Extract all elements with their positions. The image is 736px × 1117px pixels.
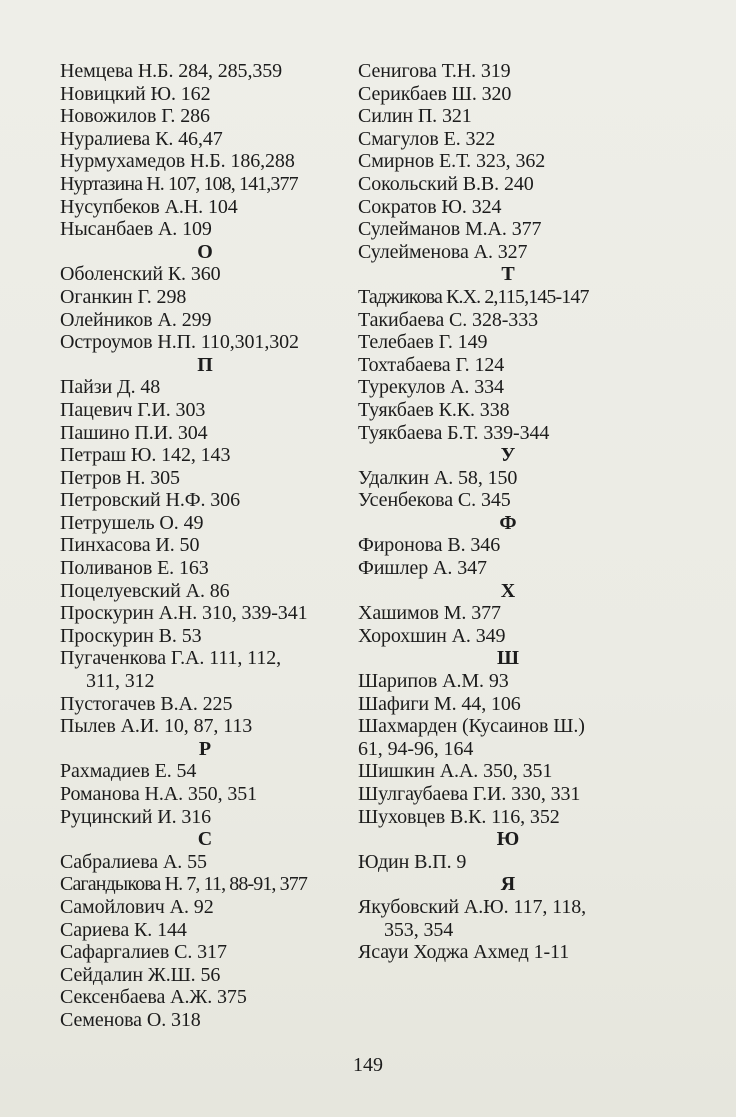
index-entry: Серикбаев Ш. 320 [358,82,512,105]
index-entry: Шахмарден (Кусаинов Ш.) [358,715,585,738]
index-entry: Пашино П.И. 304 [60,421,208,444]
index-entry: Такибаева С. 328-333 [358,308,539,331]
section-letter: Ю [496,828,520,851]
index-entry: Олейников А. 299 [60,308,212,331]
index-entry: Остроумов Н.П. 110,301,302 [60,331,299,354]
index-entry: Хорохшин А. 349 [358,624,506,647]
index-entry: Петраш Ю. 142, 143 [60,444,231,467]
index-entry: Телебаев Г. 149 [358,331,488,354]
index-entry: Шарипов А.М. 93 [358,670,509,693]
index-entry: Фишлер А. 347 [358,557,487,580]
index-entry: Таджикова К.Х. 2,115,145-147 [358,285,589,308]
index-entry: Туякбаева Б.Т. 339-344 [358,421,550,444]
section-letter: Т [501,263,515,286]
index-entry: Сагандыкова Н. 7, 11, 88-91, 377 [60,873,307,896]
index-entry: Петров Н. 305 [60,466,180,489]
index-entry: Юдин В.П. 9 [358,850,467,873]
index-column-right [358,60,658,964]
index-entry: Турекулов А. 334 [358,376,504,399]
index-entry: Сулейменова А. 327 [358,240,528,263]
index-entry: Пугаченкова Г.А. 111, 112, [60,647,282,670]
page-number: 149 [353,1054,383,1076]
index-entry: Оганкин Г. 298 [60,285,187,308]
index-entry-continuation: 353, 354 [384,918,454,941]
index-entry: Петровский Н.Ф. 306 [60,489,240,512]
index-entry: Сабралиева А. 55 [60,850,207,873]
index-entry: Сократов Ю. 324 [358,195,502,218]
index-entry: Пацевич Г.И. 303 [60,398,206,421]
section-letter: Я [500,873,516,896]
index-entry: Пустогачев В.А. 225 [60,692,233,715]
index-entry: Проскурин А.Н. 310, 339-341 [60,602,308,625]
index-entry: Сариева К. 144 [60,918,187,941]
index-entry: Силин П. 321 [358,105,472,128]
section-letter: Ф [499,511,517,534]
index-entry: Руцинский И. 316 [60,805,212,828]
index-entry: Хашимов М. 377 [358,602,501,625]
index-entry: Романова Н.А. 350, 351 [60,783,258,805]
index-entry: Рахмадиев Е. 54 [60,760,197,783]
index-entry: Нысанбаев А. 109 [60,218,212,241]
index-entry: Туякбаев К.К. 338 [358,398,510,421]
index-entry: Удалкин А. 58, 150 [358,466,518,489]
index-entry: Нусупбеков А.Н. 104 [60,195,238,218]
index-entry: Петрушель О. 49 [60,511,204,534]
index-entry: Самойлович А. 92 [60,895,214,918]
section-letter: Х [500,579,516,602]
index-entry: Якубовский А.Ю. 117, 118, [358,895,587,918]
index-entry: Усенбекова С. 345 [358,489,511,512]
index-entry: Фиронова В. 346 [358,534,501,557]
section-letter: П [197,353,213,376]
index-entry: Сулейманов М.А. 377 [358,218,542,241]
index-entry: Нурмухамедов Н.Б. 186,288 [60,150,295,173]
index-entry: Немцева Н.Б. 284, 285,359 [60,60,283,82]
index-entry-continuation: 311, 312 [86,670,155,693]
index-entry: Сейдалин Ж.Ш. 56 [60,963,221,986]
index-entry: Пайзи Д. 48 [60,376,161,399]
index-entry: Пинхасова И. 50 [60,534,200,557]
index-entry: 61, 94-96, 164 [358,737,474,760]
index-entry: Сексенбаева А.Ж. 375 [60,986,247,1009]
index-entry: Поцелуевский А. 86 [60,579,230,602]
section-letter: Ш [497,647,519,670]
index-entry: Нуралиева К. 46,47 [60,127,223,150]
index-entry: Сенигова Т.Н. 319 [358,60,511,82]
index-entry: Поливанов Е. 163 [60,557,209,580]
index-entry: Новицкий Ю. 162 [60,82,211,105]
index-entry: Нуртазина Н. 107, 108, 141,377 [60,172,298,195]
index-entry: Шафиги М. 44, 106 [358,692,521,715]
index-entry: Оболенский К. 360 [60,263,221,286]
section-letter: О [197,240,213,263]
index-entry: Шулгаубаева Г.И. 330, 331 [358,783,581,805]
section-letter: У [500,444,516,467]
index-entry: Ясауи Ходжа Ахмед 1-11 [358,941,570,964]
index-entry: Шишкин А.А. 350, 351 [358,760,553,783]
index-entry: Сокольский В.В. 240 [358,172,534,195]
index-column-left [60,60,350,1032]
index-entry: Семенова О. 318 [60,1008,201,1031]
section-letter: С [197,828,213,851]
index-entry: Пылев А.И. 10, 87, 113 [60,715,253,738]
index-entry: Смагулов Е. 322 [358,127,496,150]
index-entry: Сафаргалиев С. 317 [60,941,227,964]
index-entry: Проскурин В. 53 [60,624,202,647]
index-entry: Шуховцев В.К. 116, 352 [358,805,560,828]
index-entry: Новожилов Г. 286 [60,105,210,128]
section-letter: Р [198,737,212,760]
index-entry: Смирнов Е.Т. 323, 362 [358,150,546,173]
index-entry: Тохтабаева Г. 124 [358,353,505,376]
